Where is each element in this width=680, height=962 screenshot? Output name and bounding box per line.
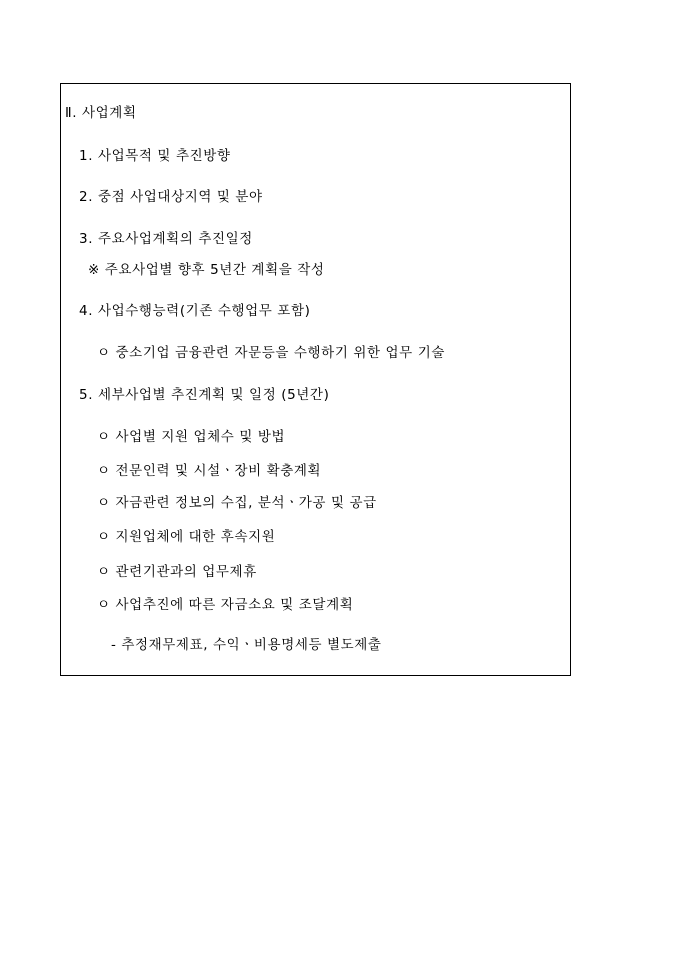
- section-5-bullet: ㅇ 전문인력 및 시설ㆍ장비 확충계획: [97, 463, 322, 479]
- section-3-title: 3. 주요사업계획의 추진일정: [79, 231, 253, 247]
- section-4-title: 4. 사업수행능력(기존 수행업무 포함): [79, 303, 311, 319]
- document-box: [60, 83, 571, 676]
- section-5-title: 5. 세부사업별 추진계획 및 일정 (5년간): [79, 387, 330, 403]
- section-5-sub-note: - 추정재무제표, 수익ㆍ비용명세등 별도제출: [111, 637, 382, 653]
- section-5-bullet: ㅇ 사업추진에 따른 자금소요 및 조달계획: [97, 597, 354, 613]
- section-heading: Ⅱ. 사업계획: [65, 105, 137, 121]
- section-2-title: 2. 중점 사업대상지역 및 분야: [79, 189, 263, 205]
- section-5-bullet: ㅇ 지원업체에 대한 후속지원: [97, 529, 276, 545]
- section-3-note: ※ 주요사업별 향후 5년간 계획을 작성: [88, 262, 325, 278]
- section-1-title: 1. 사업목적 및 추진방향: [79, 148, 231, 164]
- section-4-bullet: ㅇ 중소기업 금융관련 자문등을 수행하기 위한 업무 기술: [97, 345, 445, 361]
- section-5-bullet: ㅇ 자금관련 정보의 수집, 분석ㆍ가공 및 공급: [97, 495, 377, 511]
- section-5-bullet: ㅇ 관련기관과의 업무제휴: [97, 564, 257, 580]
- section-5-bullet: ㅇ 사업별 지원 업체수 및 방법: [97, 429, 286, 445]
